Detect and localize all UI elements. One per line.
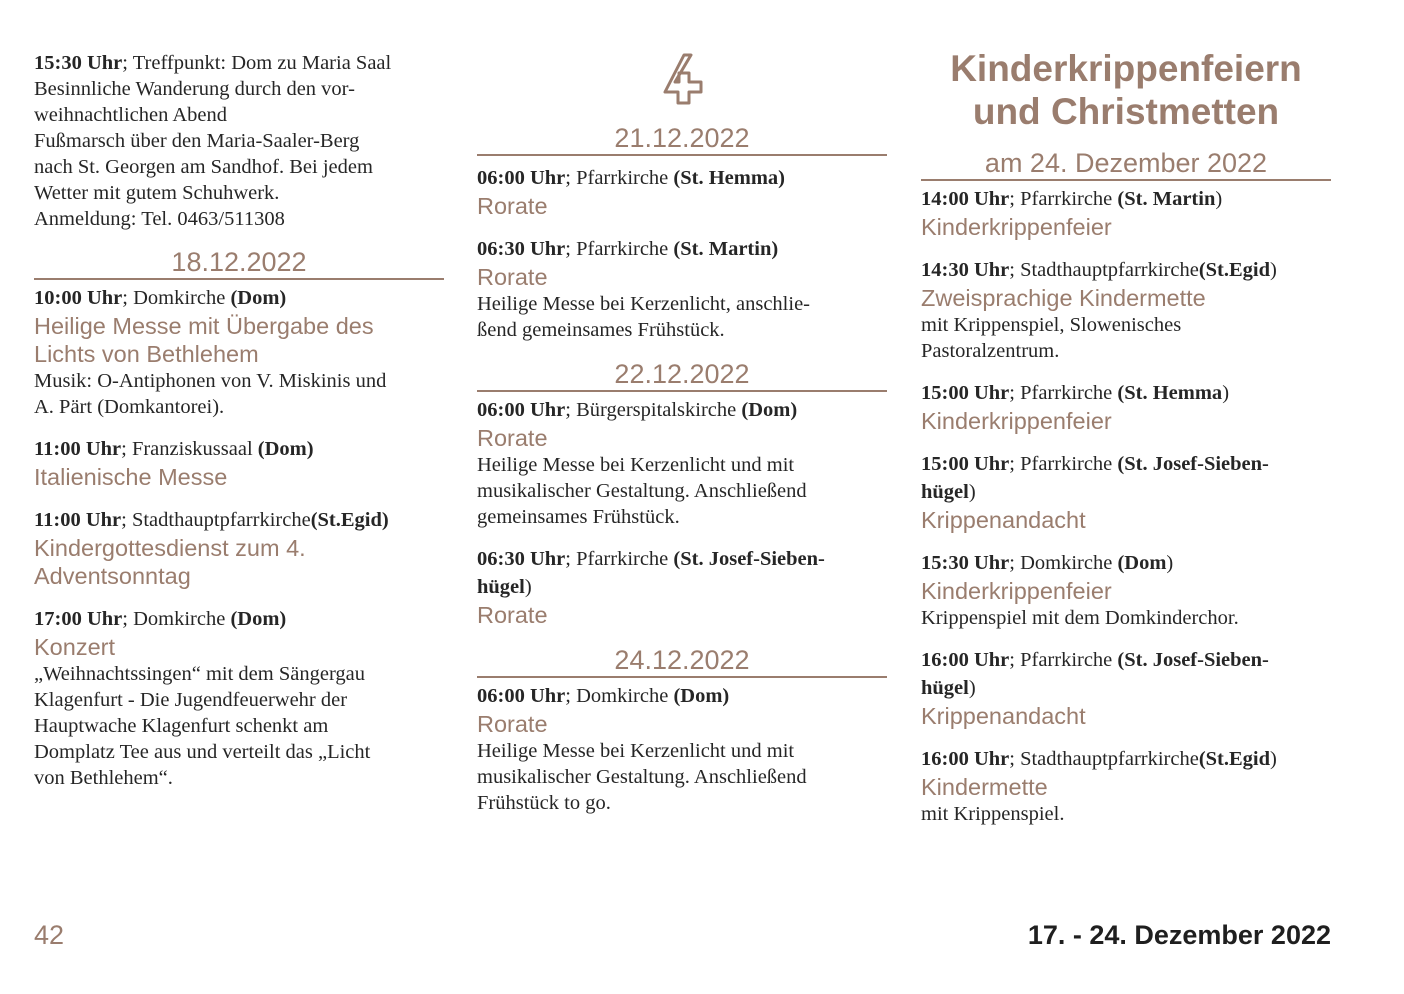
event-desc: musikalischer Gestaltung. Anschließend	[477, 766, 807, 788]
event-head: 14:30 Uhr; Stadthauptpfarrkirche(St.Egid)	[921, 259, 1277, 281]
event-head	[34, 605, 444, 633]
event-title: Krippenandacht	[921, 703, 1086, 729]
event-desc: mit Krippenspiel.	[921, 803, 1065, 825]
event-head	[477, 164, 887, 192]
event-desc: Pastoralzentrum.	[921, 340, 1060, 362]
event-entry	[921, 256, 1331, 364]
event-head	[34, 506, 444, 534]
event-head	[477, 545, 887, 573]
event-place: ; Stadthauptpfarrkirche	[1009, 748, 1199, 770]
event-place: ; Pfarrkirche	[1009, 188, 1118, 210]
event-location: (Dom)	[673, 685, 730, 707]
event-location: (St.Egid)	[310, 509, 389, 531]
event-title: Rorate	[477, 711, 548, 737]
event-desc: Heilige Messe bei Kerzenlicht, anschlie-	[477, 293, 810, 315]
event-desc: „Weihnachtssingen“ mit dem Sängergau	[34, 663, 366, 685]
event-location: (St. Martin	[1117, 188, 1216, 210]
event-time: 06:30 Uhr	[477, 238, 566, 260]
event-time: 14:00 Uhr	[921, 188, 1010, 210]
event-desc: gemeinsames Frühstück.	[477, 506, 680, 528]
entries-18-12	[34, 284, 444, 791]
intro-headline	[34, 50, 444, 76]
event-entry	[477, 545, 887, 629]
event-head	[34, 284, 444, 312]
event-place: ; Bürgerspitalskirche	[565, 399, 742, 421]
event-entry	[921, 450, 1331, 534]
event-time: 11:00 Uhr	[34, 509, 122, 531]
event-place: ; Pfarrkirche	[1009, 382, 1118, 404]
entries-22-12	[477, 396, 887, 629]
event-time: 15:00 Uhr	[921, 382, 1010, 404]
event-head-cont: hügel)	[477, 576, 532, 598]
section-heading-line: Kinderkrippenfeiern	[950, 48, 1302, 89]
event-location-cont: hügel	[477, 576, 525, 598]
event-place: ; Pfarrkirche	[1009, 453, 1118, 475]
event-title: Rorate	[477, 602, 548, 628]
event-location: (St. Josef-Sieben-	[673, 548, 825, 570]
event-head	[477, 396, 887, 424]
event-head-cont: hügel)	[921, 677, 976, 699]
event-desc: Frühstück to go.	[477, 792, 611, 814]
event-desc: Heilige Messe bei Kerzenlicht und mit	[477, 740, 795, 762]
date-heading: 21.12.2022	[477, 122, 887, 156]
event-entry	[921, 549, 1331, 631]
intro-block	[34, 50, 444, 232]
event-title: Zweisprachige Kindermette	[921, 285, 1206, 311]
event-time: 16:00 Uhr	[921, 748, 1010, 770]
event-head: 15:30 Uhr; Domkirche (Dom)	[921, 552, 1174, 574]
event-desc: Heilige Messe bei Kerzenlicht und mit	[477, 454, 795, 476]
event-head	[921, 646, 1331, 674]
event-place: ; Domkirche	[122, 287, 231, 309]
date-heading: 22.12.2022	[477, 358, 887, 392]
event-entry	[34, 506, 444, 590]
event-entry	[477, 396, 887, 530]
event-desc: Hauptwache Klagenfurt schenkt am	[34, 715, 329, 737]
event-entry	[921, 185, 1331, 241]
event-title: Rorate	[477, 264, 548, 290]
event-title: Heilige Messe mit Übergabe des	[34, 313, 374, 339]
page-number: 42	[34, 920, 65, 950]
event-time: 06:00 Uhr	[477, 685, 566, 707]
event-desc: ßend gemeinsames Frühstück.	[477, 319, 725, 341]
event-title: Krippenandacht	[921, 507, 1086, 533]
event-place: ; Domkirche	[122, 608, 231, 630]
event-entry	[34, 284, 444, 420]
entries-21-12	[477, 164, 887, 343]
event-location: (St. Martin)	[673, 238, 779, 260]
advent-4-cross-icon	[477, 52, 887, 112]
event-title: Kinderkrippenfeier	[921, 214, 1112, 240]
intro-line: Besinnliche Wanderung durch den vor-	[34, 78, 355, 100]
event-desc: mit Krippenspiel, Slowenisches	[921, 314, 1182, 336]
event-location: (St.Egid	[1198, 259, 1271, 281]
event-title: Kinderkrippenfeier	[921, 578, 1112, 604]
event-location: (St. Josef-Sieben-	[1117, 649, 1269, 671]
event-title: Rorate	[477, 425, 548, 451]
event-entry	[34, 435, 444, 491]
event-time: 14:30 Uhr	[921, 259, 1010, 281]
event-head-cont: hügel)	[921, 481, 976, 503]
footer-date-range: 17. - 24. Dezember 2022	[1027, 920, 1331, 950]
intro-line: nach St. Georgen am Sandhof. Bei jedem	[34, 156, 373, 178]
event-location: (St. Hemma)	[673, 167, 786, 189]
event-desc: Klagenfurt - Die Jugendfeuerwehr der	[34, 689, 348, 711]
date-heading: 24.12.2022	[477, 644, 887, 678]
event-place: ; Pfarrkirche	[565, 548, 674, 570]
event-head	[477, 682, 887, 710]
event-desc: Musik: O-Antiphonen von V. Miskinis und	[34, 370, 387, 392]
event-location-cont: hügel	[921, 481, 969, 503]
event-place: ; Pfarrkirche	[565, 238, 674, 260]
intro-line: Anmeldung: Tel. 0463/511308	[34, 208, 285, 230]
event-head: 16:00 Uhr; Stadthauptpfarrkirche(St.Egid)	[921, 748, 1277, 770]
event-location: (St.Egid	[1198, 748, 1271, 770]
event-time: 11:00 Uhr	[34, 438, 122, 460]
event-place: ; Pfarrkirche	[565, 167, 674, 189]
intro-line: Fußmarsch über den Maria-Saaler-Berg	[34, 130, 360, 152]
event-location: (Dom)	[230, 608, 287, 630]
event-title: Konzert	[34, 634, 115, 660]
intro-time: 15:30 Uhr	[34, 52, 123, 74]
event-time: 06:00 Uhr	[477, 399, 566, 421]
event-time: 16:00 Uhr	[921, 649, 1010, 671]
event-place: ; Pfarrkirche	[1009, 649, 1118, 671]
event-place: ; Domkirche	[565, 685, 674, 707]
event-entry	[34, 605, 444, 791]
event-location: (Dom	[1117, 552, 1167, 574]
intro-meeting-point: ; Treffpunkt: Dom zu Maria Saal	[122, 52, 392, 74]
date-heading: 18.12.2022	[34, 246, 444, 280]
event-title: Adventsonntag	[34, 563, 191, 589]
event-location: (Dom)	[741, 399, 798, 421]
event-title: Rorate	[477, 193, 548, 219]
column-1	[34, 0, 444, 806]
event-title: Italienische Messe	[34, 464, 228, 490]
event-desc: von Bethlehem“.	[34, 767, 173, 789]
event-entry	[477, 682, 887, 816]
intro-line: Wetter mit gutem Schuhwerk.	[34, 182, 280, 204]
event-head: 15:00 Uhr; Pfarrkirche (St. Hemma)	[921, 382, 1230, 404]
event-head: 14:00 Uhr; Pfarrkirche (St. Martin)	[921, 188, 1223, 210]
event-place: ; Stadthauptpfarrkirche	[1009, 259, 1199, 281]
event-time: 06:00 Uhr	[477, 167, 566, 189]
event-desc: musikalischer Gestaltung. Anschließend	[477, 480, 807, 502]
event-head	[477, 235, 887, 263]
event-entry	[477, 235, 887, 343]
event-entry	[921, 646, 1331, 730]
event-location: (Dom)	[257, 438, 314, 460]
event-place: ; Stadthauptpfarrkirche	[121, 509, 311, 531]
intro-line: weihnachtlichen Abend	[34, 104, 227, 126]
event-head	[34, 435, 444, 463]
event-time: 10:00 Uhr	[34, 287, 123, 309]
section-heading	[921, 47, 1331, 133]
column-3	[921, 0, 1331, 842]
event-time: 17:00 Uhr	[34, 608, 123, 630]
event-title: Kindermette	[921, 774, 1048, 800]
section-heading-line: und Christmetten	[972, 91, 1280, 132]
event-entry	[921, 379, 1331, 435]
event-time: 15:30 Uhr	[921, 552, 1010, 574]
event-location: (St. Josef-Sieben-	[1117, 453, 1269, 475]
event-head	[921, 450, 1331, 478]
event-desc: Krippenspiel mit dem Domkinderchor.	[921, 607, 1239, 629]
event-title: Kindergottesdienst zum 4.	[34, 535, 306, 561]
entries-24-12-kids	[921, 185, 1331, 827]
event-place: ; Franziskussaal	[121, 438, 258, 460]
event-time: 06:30 Uhr	[477, 548, 566, 570]
entries-24-12	[477, 682, 887, 816]
column-2	[477, 0, 887, 831]
event-time: 15:00 Uhr	[921, 453, 1010, 475]
event-place: ; Domkirche	[1009, 552, 1118, 574]
event-location-cont: hügel	[921, 677, 969, 699]
event-location: (Dom)	[230, 287, 287, 309]
date-heading: am 24. Dezember 2022	[921, 147, 1331, 181]
event-entry	[921, 745, 1331, 827]
event-desc: A. Pärt (Domkantorei).	[34, 396, 225, 418]
event-location: (St. Hemma	[1117, 382, 1223, 404]
event-desc: Domplatz Tee aus und verteilt das „Licht	[34, 741, 371, 763]
event-title: Lichts von Bethlehem	[34, 341, 259, 367]
event-entry	[477, 164, 887, 220]
event-title: Kinderkrippenfeier	[921, 408, 1112, 434]
